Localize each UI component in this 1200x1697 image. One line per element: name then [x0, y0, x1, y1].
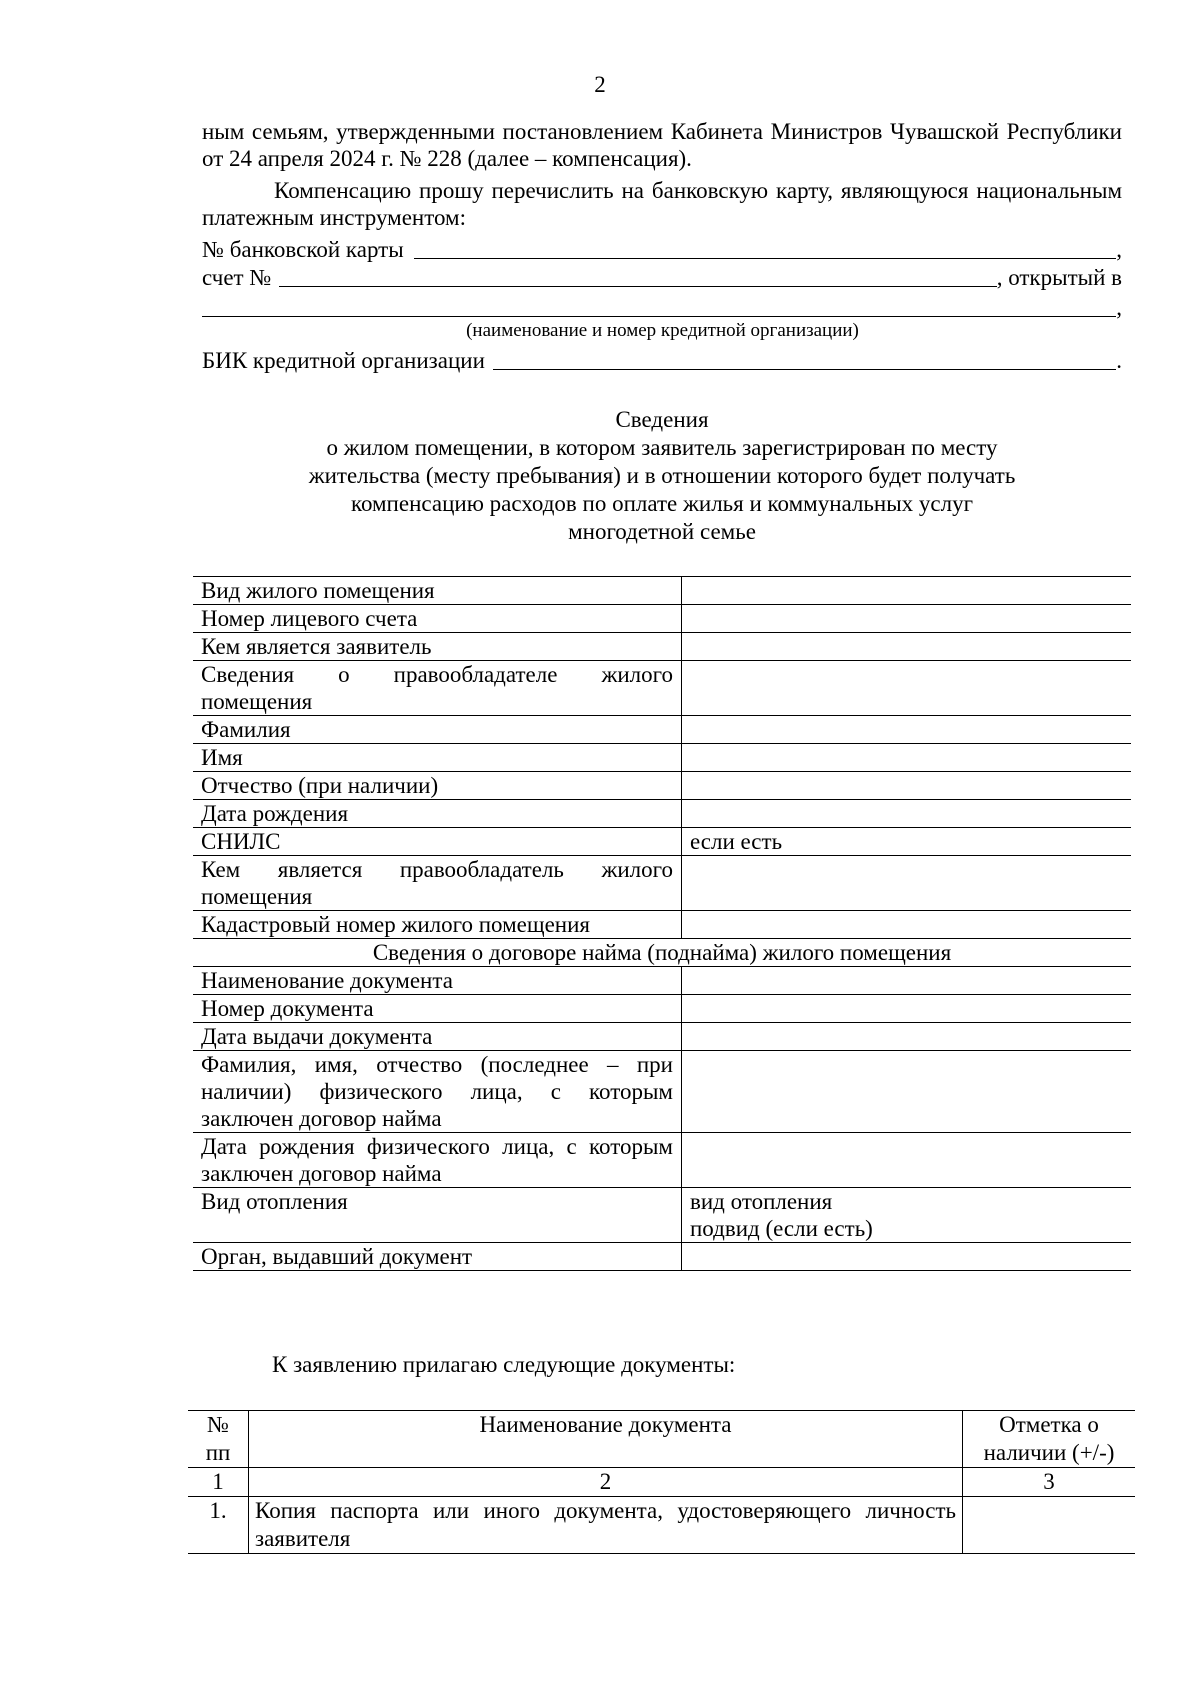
row-label-landlord-birth-date: Дата рождения физического лица, с которым заключен договор найма: [193, 1133, 682, 1188]
section-title-line-4: компенсацию расходов по оплате жилья и коммунальных услуг: [350, 491, 974, 516]
intro-paragraph-1: ным семьям, утвержденными постановлением Кабинета Министров Чувашской Республики от 24 апреля 2024 г. № 228 (далее – компенсация).: [202, 119, 1122, 171]
table-row: [193, 856, 1131, 911]
row-label-owner-info: Сведения о правообладателе жилого помещения: [193, 661, 682, 716]
row-label-name: Имя: [193, 744, 682, 772]
row-label-issuing-authority: Орган, выдавший документ: [193, 1243, 682, 1271]
attached-documents-title: К заявлению прилагаю следующие документы:: [272, 1352, 736, 1377]
table-row: [193, 605, 1131, 633]
table-row: [193, 661, 1131, 716]
row-value-landlord-name[interactable]: [682, 1051, 1132, 1133]
row-label-applicant-role: Кем является заявитель: [193, 633, 682, 661]
column-number-2: 2: [249, 1468, 963, 1497]
row-value-owner-info[interactable]: [682, 661, 1132, 716]
table-row: [188, 1497, 1135, 1554]
row-value-issuing-authority[interactable]: [682, 1243, 1132, 1271]
table-row: [193, 800, 1131, 828]
card-number-row: [202, 236, 1122, 263]
bik-period: .: [1116, 348, 1122, 373]
lease-section-header: Сведения о договоре найма (поднайма) жилого помещения: [193, 939, 1131, 967]
intro-paragraph-2: Компенсацию прошу перечислить на банковскую карту, являющуюся национальным платежным инструментом:: [202, 178, 1122, 230]
row-label-birth-date: Дата рождения: [193, 800, 682, 828]
row-value-snils[interactable]: если есть: [682, 828, 1132, 856]
bik-label: БИК кредитной организации: [202, 348, 485, 373]
table-row: [193, 939, 1131, 967]
row-value-name[interactable]: [682, 744, 1132, 772]
table-row: [193, 911, 1131, 939]
row-value-document-number[interactable]: [682, 995, 1132, 1023]
section-title: [202, 406, 1122, 546]
column-numbering-row: [188, 1468, 1135, 1497]
table-row: [193, 967, 1131, 995]
bank-name-row: [202, 294, 1122, 321]
table-header-row: [188, 1411, 1135, 1468]
document-row-name: Копия паспорта или иного документа, удостоверяющего личность заявителя: [249, 1497, 963, 1554]
attached-documents-table: [188, 1410, 1135, 1554]
row-value-account-number[interactable]: [682, 605, 1132, 633]
row-value-housing-type[interactable]: [682, 577, 1132, 605]
page-number: 2: [594, 72, 606, 97]
account-row: [202, 264, 1122, 291]
table-row: [193, 1051, 1131, 1133]
row-value-document-date[interactable]: [682, 1023, 1132, 1051]
col-header-presence-line-2: наличии (+/-): [983, 1440, 1115, 1465]
column-number-3: 3: [963, 1468, 1136, 1497]
account-suffix: , открытый в: [996, 265, 1122, 290]
col-header-number-line-1: №: [207, 1412, 229, 1437]
bik-row: [202, 347, 1122, 374]
row-label-landlord-name: Фамилия, имя, отчество (последнее – при наличии) физического лица, с которым заключен договор найма: [193, 1051, 682, 1133]
row-label-cadastral-number: Кадастровый номер жилого помещения: [193, 911, 682, 939]
table-row: [193, 716, 1131, 744]
row-label-patronymic: Отчество (при наличии): [193, 772, 682, 800]
col-header-presence-line-1: Отметка о: [999, 1412, 1099, 1437]
row-value-applicant-role[interactable]: [682, 633, 1132, 661]
section-title-line-5: многодетной семье: [568, 519, 756, 544]
row-value-owner-role[interactable]: [682, 856, 1132, 911]
account-number-field[interactable]: [279, 266, 996, 287]
heating-subtype-line: подвид (если есть): [690, 1216, 873, 1241]
table-row: [193, 1023, 1131, 1051]
table-row: [193, 995, 1131, 1023]
table-row: [193, 828, 1131, 856]
row-value-birth-date[interactable]: [682, 800, 1132, 828]
table-row: [193, 633, 1131, 661]
section-title-line-1: Сведения: [615, 407, 709, 432]
bank-name-comma: ,: [1116, 295, 1122, 320]
row-label-document-date: Дата выдачи документа: [193, 1023, 682, 1051]
document-row-number: 1.: [188, 1497, 249, 1554]
card-number-comma: ,: [1116, 237, 1122, 262]
row-label-housing-type: Вид жилого помещения: [193, 577, 682, 605]
table-row: [193, 772, 1131, 800]
row-label-surname: Фамилия: [193, 716, 682, 744]
col-header-number: [188, 1411, 249, 1468]
table-row: [193, 1133, 1131, 1188]
row-value-landlord-birth-date[interactable]: [682, 1133, 1132, 1188]
row-value-cadastral-number[interactable]: [682, 911, 1132, 939]
row-label-heating-type: Вид отопления: [193, 1188, 682, 1243]
table-row: [193, 1188, 1131, 1243]
row-label-snils: СНИЛС: [193, 828, 682, 856]
bank-name-field[interactable]: [202, 296, 1116, 317]
row-label-owner-role: Кем является правообладатель жилого помещения: [193, 856, 682, 911]
card-number-label: № банковской карты: [202, 237, 404, 262]
row-value-surname[interactable]: [682, 716, 1132, 744]
row-value-document-name[interactable]: [682, 967, 1132, 995]
row-label-document-number: Номер документа: [193, 995, 682, 1023]
heating-type-line: вид отопления: [690, 1189, 833, 1214]
col-header-document-name: Наименование документа: [249, 1411, 963, 1468]
col-header-presence-mark: [963, 1411, 1136, 1468]
row-label-document-name: Наименование документа: [193, 967, 682, 995]
section-title-line-3: жительства (месту пребывания) и в отношении которого будет получать: [308, 463, 1016, 488]
row-label-account-number: Номер лицевого счета: [193, 605, 682, 633]
section-title-line-2: о жилом помещении, в котором заявитель зарегистрирован по месту: [326, 435, 998, 460]
row-value-patronymic[interactable]: [682, 772, 1132, 800]
bik-field[interactable]: [493, 349, 1116, 370]
housing-info-table: [193, 576, 1131, 1271]
col-header-number-line-2: пп: [205, 1440, 231, 1465]
table-row: [193, 744, 1131, 772]
table-row: [193, 1243, 1131, 1271]
row-value-heating-type[interactable]: [682, 1188, 1132, 1243]
card-number-field[interactable]: [414, 238, 1117, 259]
account-label: счет №: [202, 265, 272, 290]
table-row: [193, 577, 1131, 605]
bank-name-caption: (наименование и номер кредитной организации): [466, 320, 859, 341]
column-number-1: 1: [188, 1468, 249, 1497]
document-row-mark[interactable]: [963, 1497, 1136, 1554]
